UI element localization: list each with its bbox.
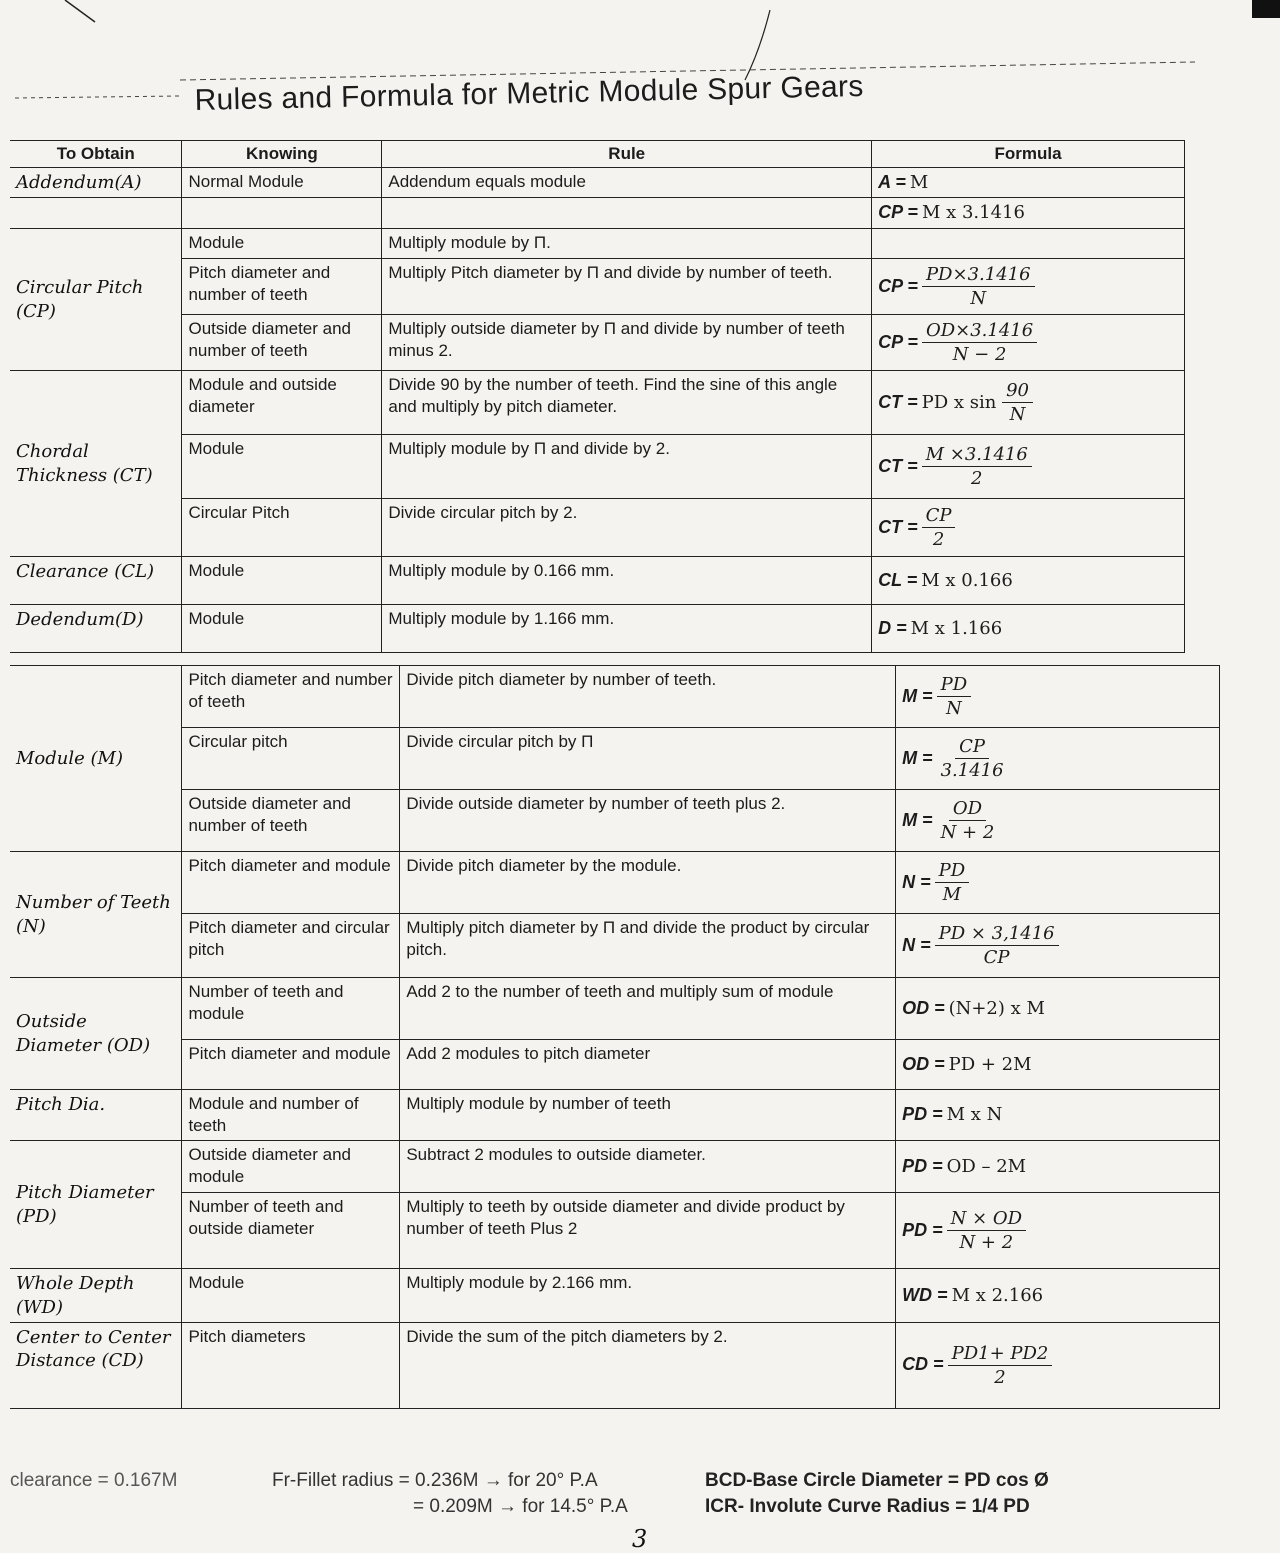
formula-lhs: CP = (878, 331, 918, 352)
cell-rule: Multiply module by Π. (382, 228, 872, 258)
formula-fraction (948, 1342, 1053, 1390)
cell-formula (872, 315, 1185, 371)
cell-rule: Divide circular pitch by 2. (382, 499, 872, 557)
formula-lhs: M = (902, 685, 933, 706)
cell-knowing: Number of teeth and module (182, 978, 400, 1040)
cell-formula (896, 1040, 1220, 1090)
table-row (10, 228, 1185, 258)
formula-lhs: CT = (878, 391, 918, 412)
cell-formula (872, 435, 1185, 499)
table-header-row (10, 141, 1185, 168)
cell-knowing: Circular pitch (182, 728, 400, 790)
cell-formula (872, 198, 1185, 228)
cell-obtain: Addendum(A) (10, 168, 182, 198)
formula-fraction (935, 859, 970, 907)
cell-obtain: Outside Diameter (OD) (10, 978, 182, 1090)
fraction-numerator: PD × 3,1416 (935, 922, 1059, 946)
page-number: 3 (632, 1525, 648, 1553)
cell-knowing: Pitch diameter and number of teeth (182, 666, 400, 728)
page-title: Rules and Formula for Metric Module Spur Gears (194, 69, 864, 118)
fraction-numerator: N × OD (947, 1207, 1026, 1231)
cell-rule: Addendum equals module (382, 168, 872, 198)
formula-text: (N+2) x M (948, 997, 1045, 1019)
fraction-denominator: 2 (932, 529, 945, 551)
footnote-clearance: clearance = 0.167M (10, 1470, 178, 1491)
fraction-denominator: 2 (970, 468, 983, 490)
formula-lhs: CT = (878, 516, 918, 537)
cell-rule: Add 2 modules to pitch diameter (400, 1040, 896, 1090)
cell-formula (896, 666, 1220, 728)
cell-rule: Subtract 2 modules to outside diameter. (400, 1141, 896, 1193)
formula-text: M x 2.166 (951, 1284, 1044, 1306)
cell-knowing: Outside diameter and module (182, 1141, 400, 1193)
table-row (10, 435, 1185, 499)
fraction-denominator: N + 2 (940, 822, 995, 843)
table-row (10, 1090, 1220, 1141)
cell-formula (872, 557, 1185, 605)
table-row (10, 198, 1185, 228)
cell-formula (896, 1141, 1220, 1193)
table-row (10, 852, 1220, 914)
table-row (10, 605, 1185, 653)
fraction-numerator: OD (949, 797, 986, 821)
cell-formula (896, 1193, 1220, 1269)
cell-knowing: Pitch diameter and circular pitch (182, 914, 400, 978)
table-row (10, 914, 1220, 978)
cell-knowing: Module and outside diameter (182, 371, 382, 435)
cell-rule: Multiply module by 1.166 mm. (382, 605, 872, 653)
footnote-bcd: BCD-Base Circle Diameter = PD cos Ø (705, 1470, 1049, 1491)
formula-lhs: OD = (902, 1053, 945, 1074)
formula-text: M (909, 172, 929, 194)
formula-fraction (922, 504, 956, 552)
table-row (10, 790, 1220, 852)
cell-rule: Multiply module by 0.166 mm. (382, 557, 872, 605)
fraction-denominator: N (1009, 404, 1026, 426)
cell-knowing: Module (182, 557, 382, 605)
formula-fraction (937, 673, 972, 721)
formula-fraction (937, 735, 1008, 783)
cell-rule: Multiply Pitch diameter by Π and divide by number of teeth. (382, 259, 872, 315)
formula-lhs: PD = (902, 1155, 943, 1176)
cell-rule: Multiply module by Π and divide by 2. (382, 435, 872, 499)
gear-table-bottom (10, 665, 1220, 1409)
cell-knowing: Circular Pitch (182, 499, 382, 557)
footnote-fillet-14: = 0.209M → for 14.5° P.A (413, 1496, 628, 1517)
formula-lhs: PD = (902, 1104, 943, 1125)
table-row (10, 728, 1220, 790)
formula-lhs: WD = (902, 1284, 948, 1305)
cell-obtain (10, 198, 182, 228)
table-row (10, 168, 1185, 198)
cell-knowing: Number of teeth and outside diameter (182, 1193, 400, 1269)
formula-lhs: M = (902, 747, 933, 768)
fraction-denominator: N + 2 (959, 1232, 1014, 1254)
cell-knowing: Pitch diameter and number of teeth (182, 259, 382, 315)
cell-formula (872, 371, 1185, 435)
table-row (10, 1322, 1220, 1408)
cell-formula (872, 168, 1185, 198)
table-row (10, 371, 1185, 435)
cell-knowing: Module (182, 228, 382, 258)
header-rule: Rule (382, 141, 872, 168)
cell-obtain: Circular Pitch (CP) (10, 228, 182, 370)
cell-knowing: Pitch diameter and module (182, 1040, 400, 1090)
cell-formula (896, 1322, 1220, 1408)
formula-text: M x 3.1416 (921, 202, 1025, 224)
fraction-denominator: M (942, 884, 962, 905)
formula-text: M x 0.166 (921, 570, 1013, 592)
table-row (10, 666, 1220, 728)
formula-lhs: CL = (878, 570, 918, 591)
table-body-top (10, 168, 1185, 653)
table-row (10, 1269, 1220, 1323)
cell-rule: Divide outside diameter by number of teeth plus 2. (400, 790, 896, 852)
formula-lhs: CD = (902, 1354, 944, 1375)
table-row (10, 978, 1220, 1040)
cell-knowing: Module (182, 1269, 400, 1323)
cell-rule: Divide circular pitch by Π (400, 728, 896, 790)
fraction-numerator: M ×3.1416 (922, 443, 1032, 467)
formula-fraction (947, 1207, 1026, 1255)
cell-obtain: Chordal Thickness (CT) (10, 371, 182, 557)
table-body-bottom (10, 666, 1220, 1409)
header-obtain: To Obtain (10, 141, 182, 168)
formula-fraction (922, 443, 1032, 491)
formula-lhs: N = (902, 871, 931, 892)
cell-formula (872, 259, 1185, 315)
cell-formula (896, 1269, 1220, 1323)
table-row (10, 1141, 1220, 1193)
formula-lhs: CP = (878, 275, 918, 296)
formula-text: PD x sin (921, 391, 997, 413)
cell-rule: Divide 90 by the number of teeth. Find the sine of this angle and multiply by pitch diameter. (382, 371, 872, 435)
fraction-numerator: CP (922, 504, 956, 528)
cell-formula (872, 605, 1185, 653)
formula-lhs: D = (878, 618, 907, 639)
cell-knowing (182, 198, 382, 228)
cell-obtain: Module (M) (10, 666, 182, 852)
fraction-numerator: PD1+ PD2 (948, 1342, 1053, 1366)
fraction-numerator: PD×3.1416 (922, 263, 1035, 287)
cell-rule: Divide pitch diameter by number of teeth. (400, 666, 896, 728)
fraction-denominator: N − 2 (952, 344, 1007, 366)
formula-lhs: PD = (902, 1219, 943, 1240)
formula-fraction (922, 319, 1037, 367)
cell-rule (382, 198, 872, 228)
gear-table-top (10, 140, 1185, 653)
formula-lhs: M = (902, 809, 933, 830)
formula-lhs: CT = (878, 455, 918, 476)
formula-fraction (1002, 379, 1033, 427)
fraction-numerator: 90 (1002, 379, 1033, 403)
header-knowing: Knowing (182, 141, 382, 168)
cell-obtain: Pitch Dia. (10, 1090, 182, 1141)
formula-fraction (937, 797, 999, 845)
fraction-numerator: PD (935, 859, 970, 883)
formula-fraction (935, 922, 1059, 970)
fraction-denominator: 2 (994, 1366, 1006, 1388)
cell-formula (896, 852, 1220, 914)
cell-formula (896, 1090, 1220, 1141)
cell-formula (896, 914, 1220, 978)
cell-rule: Multiply outside diameter by Π and divide by number of teeth minus 2. (382, 315, 872, 371)
cell-rule: Multiply to teeth by outside diameter and divide product by number of teeth Plus 2 (400, 1193, 896, 1269)
cell-rule: Multiply module by number of teeth (400, 1090, 896, 1141)
cell-obtain: Whole Depth (WD) (10, 1269, 182, 1323)
cell-formula (896, 978, 1220, 1040)
cell-knowing: Module (182, 435, 382, 499)
cell-knowing: Module and number of teeth (182, 1090, 400, 1141)
table-row (10, 1040, 1220, 1090)
header-formula: Formula (872, 141, 1185, 168)
formula-text: PD + 2M (948, 1053, 1032, 1075)
formula-lhs: A = (878, 172, 906, 193)
table-row (10, 315, 1185, 371)
formula-text: M x N (946, 1104, 1003, 1126)
cell-knowing: Pitch diameters (182, 1322, 400, 1408)
fraction-denominator: N (945, 698, 962, 719)
fraction-numerator: CP (955, 735, 989, 759)
cell-obtain: Center to Center Distance (CD) (10, 1322, 182, 1408)
cell-formula (872, 228, 1185, 258)
scan-marks (0, 0, 1280, 140)
cell-rule: Add 2 to the number of teeth and multiply sum of module (400, 978, 896, 1040)
fraction-denominator: CP (983, 947, 1010, 968)
formula-lhs: N = (902, 934, 931, 955)
formula-text: OD – 2M (946, 1155, 1027, 1177)
cell-formula (872, 499, 1185, 557)
cell-knowing: Pitch diameter and module (182, 852, 400, 914)
cell-obtain: Clearance (CL) (10, 557, 182, 605)
footnote-fillet-20: Fr-Fillet radius = 0.236M → for 20° P.A (272, 1470, 598, 1491)
table-row (10, 259, 1185, 315)
cell-obtain: Number of Teeth (N) (10, 852, 182, 978)
cell-knowing: Outside diameter and number of teeth (182, 790, 400, 852)
cell-obtain: Pitch Diameter (PD) (10, 1141, 182, 1269)
cell-formula (896, 728, 1220, 790)
cell-obtain: Dedendum(D) (10, 605, 182, 653)
table-row (10, 499, 1185, 557)
fraction-numerator: PD (937, 673, 972, 697)
table-row (10, 557, 1185, 605)
fraction-denominator: N (970, 288, 987, 310)
formula-fraction (922, 263, 1035, 311)
cell-knowing: Normal Module (182, 168, 382, 198)
cell-rule: Divide the sum of the pitch diameters by 2. (400, 1322, 896, 1408)
formula-lhs: CP = (878, 202, 918, 223)
fraction-denominator: 3.1416 (940, 760, 1004, 781)
cell-knowing: Outside diameter and number of teeth (182, 315, 382, 371)
cell-rule: Multiply module by 2.166 mm. (400, 1269, 896, 1323)
formula-text: M x 1.166 (910, 618, 1003, 640)
cell-rule: Multiply pitch diameter by Π and divide the product by circular pitch. (400, 914, 896, 978)
fraction-numerator: OD×3.1416 (922, 319, 1037, 343)
table-row (10, 1193, 1220, 1269)
formula-lhs: OD = (902, 997, 945, 1018)
cell-knowing: Module (182, 605, 382, 653)
cell-rule: Divide pitch diameter by the module. (400, 852, 896, 914)
footnote-icr: ICR- Involute Curve Radius = 1/4 PD (705, 1496, 1030, 1517)
cell-formula (896, 790, 1220, 852)
